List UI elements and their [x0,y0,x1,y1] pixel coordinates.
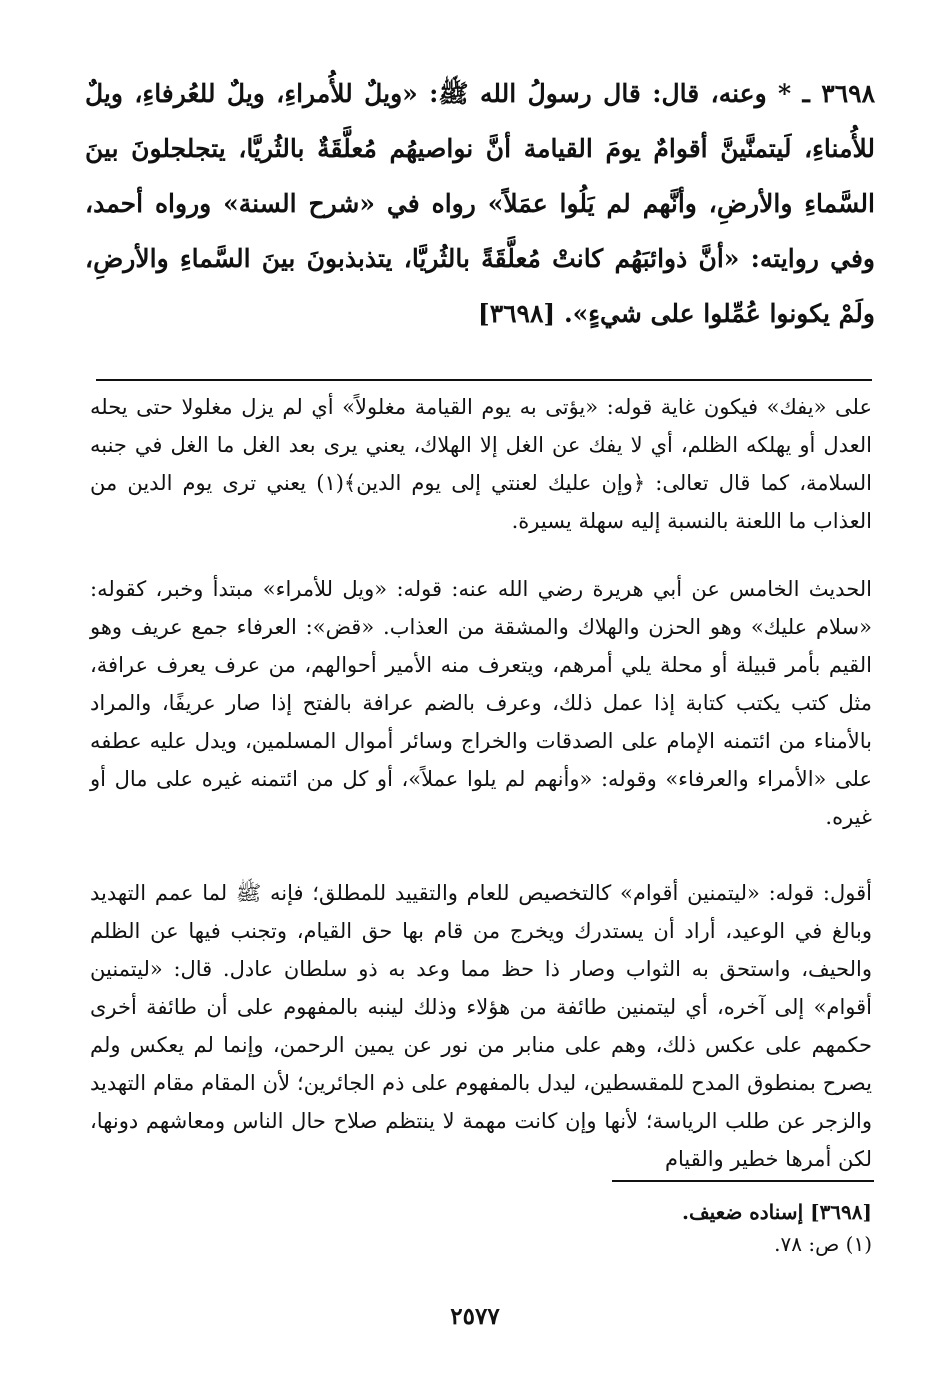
footnote-grading: [٣٦٩٨] إسناده ضعيف. [682,1200,872,1224]
commentary-text: على «يفك» فيكون غاية قوله: «يؤتى به يوم القيامة مغلولاً» أي لم يزل مغلولا حتى يحله العدل أو يهلكه الظلم، أي لا يفك عن الغل إلا الهلاك، يعني يرى بعد الغل ما الغل في جنبه السلامة، كما قال تعالى: ﴿وإن عليك لعنتي إلى يوم الدين﴾(١) يعني ترى يوم الدين من العذاب ما اللعنة بالنسبة إليه سهلة يسيرة. [90,395,872,533]
commentary-paragraph-1 [90,388,872,540]
commentary-text: الحديث الخامس عن أبي هريرة رضي الله عنه: قوله: «ويل للأمراء» مبتدأ وخبر، كقوله: «سلام عليك» وهو الحزن والهلاك والمشقة من العذاب. «قض»: العرفاء جمع عريف وهو القيم بأمر قبيلة أو محلة يلي أمرهم، ويتعرف منه الأمير أحوالهم، من عرف يعرف عرافة، مثل كتب يكتب كتابة إذا عمل ذلك، وعرف بالضم عرافة بالفتح إذا صار عريفًا، والمراد بالأمناء من ائتمنه الإمام على الصدقات والخراج وسائر أموال المسلمين، ويدل عليه عطفه على «الأمراء والعرفاء» وقوله: «وأنهم لم يلوا عملاً»، أو كل من ائتمنه غيره على مال أو غيره. [90,577,872,829]
hadith-block [85,66,875,341]
commentary-paragraph-3 [90,874,872,1178]
page-number: ٢٥٧٧ [450,1303,500,1330]
hadith-text: ٣٦٩٨ ـ * وعنه، قال: قال رسولُ الله ﷺ: «ويلٌ للأُمراءِ، ويلٌ للعُرفاءِ، ويلٌ للأُمناءِ، لَيتمنَّينَّ أقوامٌ يومَ القيامة أنَّ نواصيهُم مُعلَّقَةٌ بالثُريَّا، يتجلجلونَ بينَ السَّماءِ والأرضِ، وأنَّهم لم يَلُوا عمَلاً» رواه في «شرح السنة» ورواه أحمد، وفي روايته: «أنَّ ذوائبَهُم كانتْ مُعلَّقَةً بالثُريَّا، يتذبذبونَ بينَ السَّماءِ والأرضِ، ولَمْ يكونوا عُمِّلوا على شيءٍ». [٣٦٩٨] [85,79,875,328]
commentary-text: أقول: قوله: «ليتمنين أقوام» كالتخصيص للعام والتقييد للمطلق؛ فإنه ﷺ لما عمم التهديد وبالغ في الوعيد، أراد أن يستدرك ويخرج من قام بها حق القيام، وتجنب فيها عن الظلم والحيف، واستحق به الثواب وصار ذا حظ مما وعد به ذو سلطان عادل. قال: «ليتمنين أقوام» إلى آخره، أي ليتمنين طائفة من هؤلاء وذلك لينبه بالمفهوم على أن طائفة أخرى حكمهم على عكس ذلك، وهم على منابر من نور عن يمين الرحمن، وإنما لم يعكس ولم يصرح بمنطوق المدح للمقسطين، ليدل بالمفهوم على ذم الجائرين؛ لأن المقام مقام التهديد والزجر عن طلب الرياسة؛ لأنها وإن كانت مهمة لا ينتظم صلاح حال الناس ومعاشهم دونها، لكن أمرها خطير والقيام [90,881,872,1171]
footnote-reference: (١) ص: ٧٨. [774,1232,872,1256]
footnotes [500,1196,872,1260]
section-divider [96,379,872,381]
footnote-divider [612,1180,874,1182]
commentary-paragraph-2 [90,570,872,836]
